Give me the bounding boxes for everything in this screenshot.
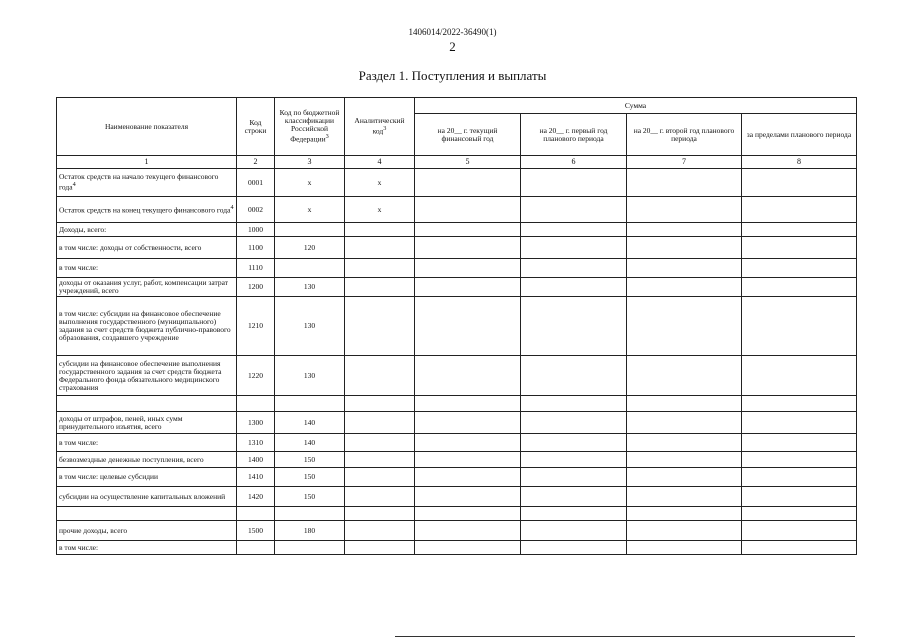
amount-cell[interactable] <box>415 468 521 487</box>
amount-cell[interactable] <box>627 521 742 541</box>
amount-cell[interactable] <box>627 197 742 223</box>
row-code: 1310 <box>237 434 275 452</box>
row-budget-code: 120 <box>275 237 345 259</box>
table-row <box>57 297 857 356</box>
table-row <box>57 468 857 487</box>
table-row <box>57 507 857 521</box>
amount-cell[interactable] <box>415 278 521 297</box>
header-row-code: Код строки <box>237 98 275 156</box>
row-analytic-code <box>345 452 415 468</box>
row-indicator-name <box>57 507 237 521</box>
row-indicator-name: субсидии на осуществление капитальных вложений <box>57 487 237 507</box>
table-row <box>57 521 857 541</box>
amount-cell[interactable] <box>521 259 627 278</box>
amount-cell[interactable] <box>521 507 627 521</box>
row-budget-code: 150 <box>275 468 345 487</box>
amount-cell[interactable] <box>521 356 627 396</box>
amount-cell[interactable] <box>415 237 521 259</box>
table-row <box>57 452 857 468</box>
amount-cell[interactable] <box>627 223 742 237</box>
amount-cell[interactable] <box>742 223 857 237</box>
row-budget-code: 180 <box>275 521 345 541</box>
row-budget-code: 140 <box>275 412 345 434</box>
row-indicator-name: субсидии на финансовое обеспечение выполнения государственного задания за счет средств бюджета Федерального фонда обязательного медицинского страхования <box>57 356 237 396</box>
row-analytic-code <box>345 507 415 521</box>
row-analytic-code <box>345 297 415 356</box>
col-number: 8 <box>742 156 857 169</box>
amount-cell[interactable] <box>521 487 627 507</box>
row-code: 1410 <box>237 468 275 487</box>
amount-cell[interactable] <box>742 278 857 297</box>
amount-cell[interactable] <box>742 169 857 197</box>
row-code: 1300 <box>237 412 275 434</box>
header-name: Наименование показателя <box>57 98 237 156</box>
amount-cell[interactable] <box>627 278 742 297</box>
row-code: 1200 <box>237 278 275 297</box>
amount-cell[interactable] <box>627 434 742 452</box>
amount-cell[interactable] <box>415 412 521 434</box>
row-budget-code: 130 <box>275 278 345 297</box>
header-analytic-code: Аналитический код$^3$ <box>345 98 415 156</box>
table-row <box>57 197 857 223</box>
amount-cell[interactable] <box>521 434 627 452</box>
amount-cell[interactable] <box>627 356 742 396</box>
col-number: 4 <box>345 156 415 169</box>
amount-cell[interactable] <box>521 541 627 555</box>
amount-cell[interactable] <box>521 297 627 356</box>
amount-cell[interactable] <box>742 541 857 555</box>
col-number: 5 <box>415 156 521 169</box>
row-code: 1400 <box>237 452 275 468</box>
row-budget-code <box>275 396 345 412</box>
amount-cell[interactable] <box>742 434 857 452</box>
amount-cell[interactable] <box>521 197 627 223</box>
row-analytic-code <box>345 259 415 278</box>
amount-cell[interactable] <box>415 197 521 223</box>
amount-cell[interactable] <box>521 468 627 487</box>
amount-cell[interactable] <box>627 507 742 521</box>
table-row <box>57 541 857 555</box>
row-budget-code <box>275 541 345 555</box>
row-analytic-code: x <box>345 197 415 223</box>
col-number: 3 <box>275 156 345 169</box>
col-number: 2 <box>237 156 275 169</box>
row-code: 1110 <box>237 259 275 278</box>
amount-cell[interactable] <box>627 452 742 468</box>
amount-cell[interactable] <box>521 452 627 468</box>
amount-cell[interactable] <box>742 197 857 223</box>
row-analytic-code <box>345 237 415 259</box>
row-code: 0001 <box>237 169 275 197</box>
header-year-current: на 20__ г. текущий финансовый год <box>415 114 521 156</box>
amount-cell[interactable] <box>415 169 521 197</box>
row-indicator-name: доходы от штрафов, пеней, иных сумм принудительного изъятия, всего <box>57 412 237 434</box>
row-budget-code: 130 <box>275 356 345 396</box>
row-budget-code: 150 <box>275 452 345 468</box>
row-code <box>237 507 275 521</box>
section-title: Раздел 1. Поступления и выплаты <box>358 68 547 83</box>
table-row <box>57 487 857 507</box>
receipts-payments-table <box>56 97 857 555</box>
row-indicator-name: Остаток средств на начало текущего финансового года$^4$ <box>57 169 237 197</box>
row-indicator-name <box>57 396 237 412</box>
table-row <box>57 223 857 237</box>
table-row <box>57 396 857 412</box>
table-row <box>57 434 857 452</box>
page-number: 2 <box>449 39 456 54</box>
amount-cell[interactable] <box>521 396 627 412</box>
row-code: 1500 <box>237 521 275 541</box>
amount-cell[interactable] <box>521 223 627 237</box>
amount-cell[interactable] <box>742 468 857 487</box>
row-budget-code: x <box>275 169 345 197</box>
row-analytic-code <box>345 356 415 396</box>
amount-cell[interactable] <box>742 452 857 468</box>
amount-cell[interactable] <box>742 507 857 521</box>
table-body <box>57 169 857 555</box>
row-analytic-code <box>345 521 415 541</box>
amount-cell[interactable] <box>627 412 742 434</box>
header-year-plan2: на 20__ г. второй год планового периода <box>627 114 742 156</box>
amount-cell[interactable] <box>627 396 742 412</box>
row-indicator-name: в том числе: <box>57 541 237 555</box>
amount-cell[interactable] <box>742 396 857 412</box>
row-code: 1210 <box>237 297 275 356</box>
row-analytic-code <box>345 468 415 487</box>
row-indicator-name: доходы от оказания услуг, работ, компенсации затрат учреждений, всего <box>57 278 237 297</box>
row-indicator-name: в том числе: доходы от собственности, всего <box>57 237 237 259</box>
table-row <box>57 356 857 396</box>
document-number: 1406014/2022-36490(1) <box>408 27 497 37</box>
row-indicator-name: прочие доходы, всего <box>57 521 237 541</box>
amount-cell[interactable] <box>415 487 521 507</box>
amount-cell[interactable] <box>415 507 521 521</box>
table-row <box>57 169 857 197</box>
header-year-plan1: на 20__ г. первый год планового периода <box>521 114 627 156</box>
amount-cell[interactable] <box>415 396 521 412</box>
amount-cell[interactable] <box>521 278 627 297</box>
row-indicator-name: в том числе: <box>57 434 237 452</box>
row-budget-code: 130 <box>275 297 345 356</box>
row-code: 1220 <box>237 356 275 396</box>
amount-cell[interactable] <box>415 521 521 541</box>
row-analytic-code: x <box>345 169 415 197</box>
col-number: 1 <box>57 156 237 169</box>
col-number: 7 <box>627 156 742 169</box>
row-analytic-code <box>345 223 415 237</box>
row-budget-code <box>275 223 345 237</box>
amount-cell[interactable] <box>627 468 742 487</box>
footer-line <box>395 636 855 637</box>
row-code: 1420 <box>237 487 275 507</box>
row-code: 1100 <box>237 237 275 259</box>
amount-cell[interactable] <box>742 356 857 396</box>
col-number: 6 <box>521 156 627 169</box>
amount-cell[interactable] <box>627 297 742 356</box>
row-indicator-name: Остаток средств на конец текущего финансового года$^4$ <box>57 197 237 223</box>
amount-cell[interactable] <box>521 169 627 197</box>
amount-cell[interactable] <box>415 356 521 396</box>
amount-cell[interactable] <box>521 412 627 434</box>
amount-cell[interactable] <box>742 237 857 259</box>
amount-cell[interactable] <box>627 259 742 278</box>
row-budget-code <box>275 507 345 521</box>
row-code <box>237 396 275 412</box>
row-indicator-name: безвозмездные денежные поступления, всего <box>57 452 237 468</box>
row-code <box>237 541 275 555</box>
row-analytic-code <box>345 541 415 555</box>
row-analytic-code <box>345 396 415 412</box>
row-code: 1000 <box>237 223 275 237</box>
amount-cell[interactable] <box>742 412 857 434</box>
amount-cell[interactable] <box>627 169 742 197</box>
row-budget-code: 140 <box>275 434 345 452</box>
row-indicator-name: Доходы, всего: <box>57 223 237 237</box>
amount-cell[interactable] <box>627 487 742 507</box>
amount-cell[interactable] <box>742 487 857 507</box>
amount-cell[interactable] <box>627 541 742 555</box>
table-row <box>57 259 857 278</box>
amount-cell[interactable] <box>742 521 857 541</box>
table-row <box>57 412 857 434</box>
row-analytic-code <box>345 412 415 434</box>
row-code: 0002 <box>237 197 275 223</box>
header-beyond-plan: за пределами планового периода <box>742 114 857 156</box>
header-sum: Сумма <box>415 98 857 114</box>
header-budget-code: Код по бюджетной классификации Российской Федерации$^3$ <box>275 98 345 156</box>
row-analytic-code <box>345 434 415 452</box>
row-indicator-name: в том числе: <box>57 259 237 278</box>
row-analytic-code <box>345 278 415 297</box>
row-analytic-code <box>345 487 415 507</box>
amount-cell[interactable] <box>415 297 521 356</box>
row-budget-code <box>275 259 345 278</box>
row-indicator-name: в том числе: субсидии на финансовое обеспечение выполнения государственного (муниципального) задания за счет средств бюджета публично-правового образования, создавшего учреждение <box>57 297 237 356</box>
amount-cell[interactable] <box>521 237 627 259</box>
table-row <box>57 237 857 259</box>
amount-cell[interactable] <box>415 259 521 278</box>
row-budget-code: 150 <box>275 487 345 507</box>
amount-cell[interactable] <box>742 297 857 356</box>
amount-cell[interactable] <box>521 521 627 541</box>
table-row <box>57 278 857 297</box>
amount-cell[interactable] <box>627 237 742 259</box>
amount-cell[interactable] <box>415 223 521 237</box>
amount-cell[interactable] <box>415 434 521 452</box>
amount-cell[interactable] <box>415 541 521 555</box>
row-indicator-name: в том числе: целевые субсидии <box>57 468 237 487</box>
row-budget-code: x <box>275 197 345 223</box>
amount-cell[interactable] <box>415 452 521 468</box>
amount-cell[interactable] <box>742 259 857 278</box>
